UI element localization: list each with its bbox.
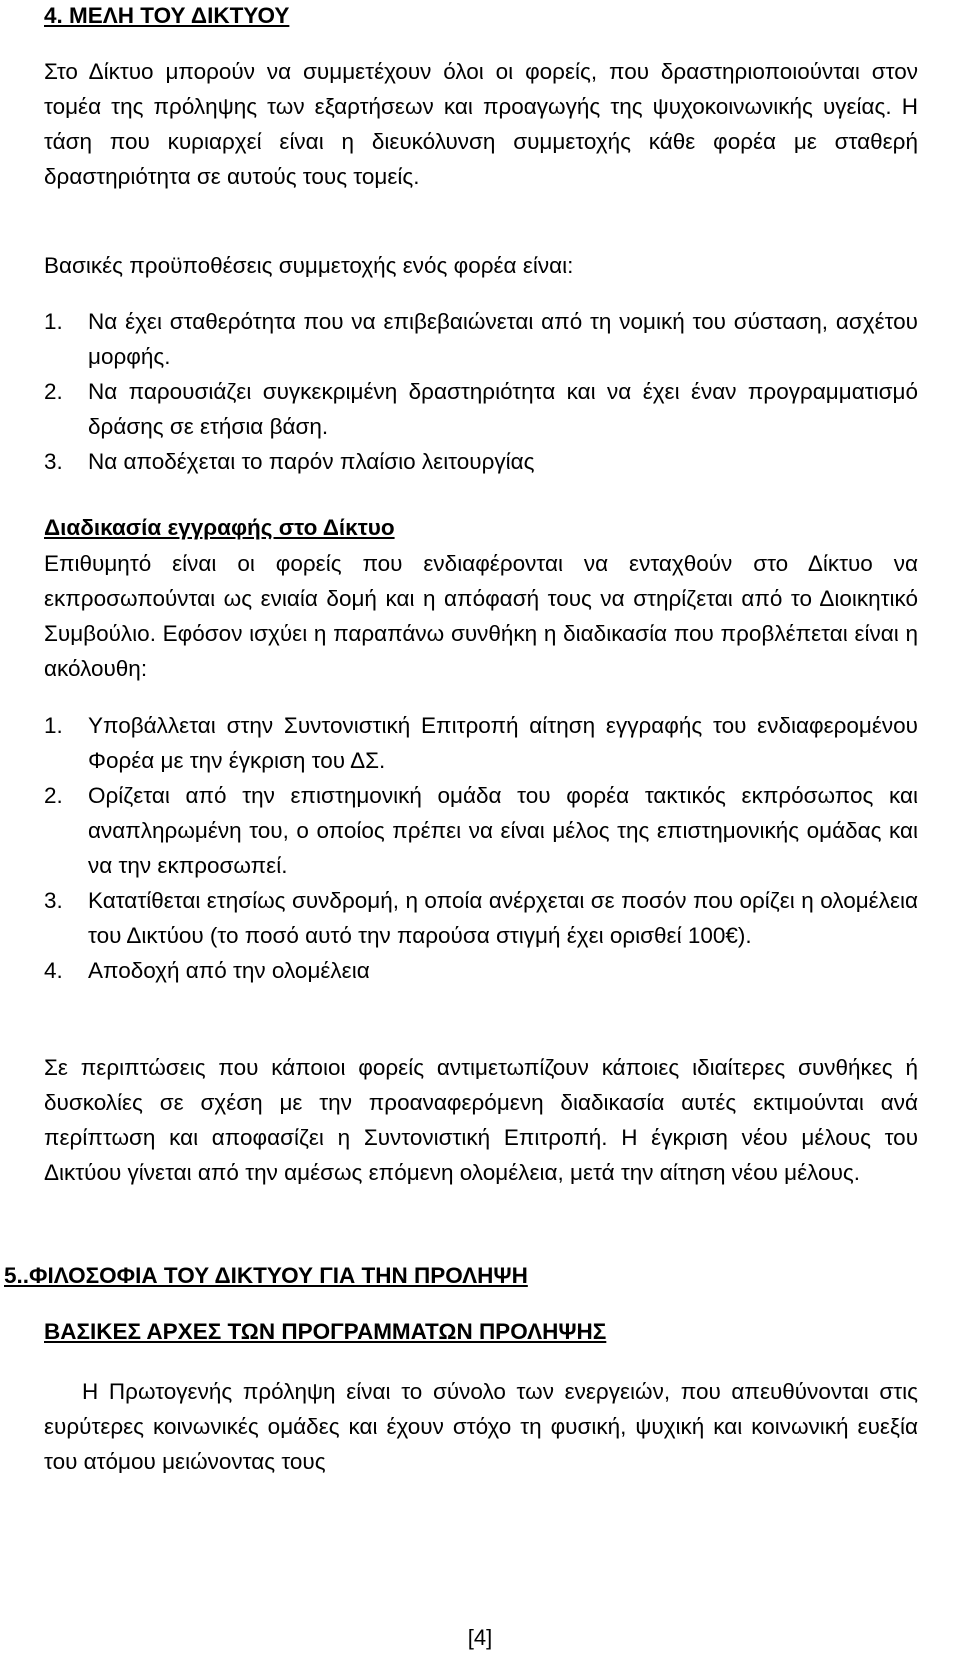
- list-item: [44, 304, 918, 374]
- list-item-number: 1.: [44, 713, 63, 738]
- section-4-intro: Στο Δίκτυο μπορούν να συμμετέχουν όλοι οι φορείς, που δραστηριοποιούνται στον τομέα της πρόληψης των εξαρτήσεων και προαγωγής της ψυχοκοινωνικής υγείας. Η τάση που κυριαρχεί είναι η διευκόλυνση συμμετοχής κάθε φορέα με σταθερή δραστηριότητα σε αυτούς τους τομείς.: [44, 59, 918, 189]
- list-item-number: 4.: [44, 958, 63, 983]
- section-5-subheading: ΒΑΣΙΚΕΣ ΑΡΧΕΣ ΤΩΝ ΠΡΟΓΡΑΜΜΑΤΩΝ ΠΡΟΛΗΨΗΣ: [44, 1319, 607, 1344]
- list-item: [44, 708, 918, 778]
- list-item-text: Υποβάλλεται στην Συντονιστική Επιτροπή αίτηση εγγραφής του ενδιαφερομένου Φορέα με την έγκριση του ΔΣ.: [88, 713, 918, 773]
- list-item-number: 2.: [44, 783, 63, 808]
- list-item-number: 3.: [44, 449, 63, 474]
- registration-steps-list: [44, 708, 918, 988]
- list-item: [44, 953, 918, 988]
- list-item-text: Να παρουσιάζει συγκεκριμένη δραστηριότητα και να έχει έναν προγραμματισμό δράσης σε ετήσια βάση.: [88, 379, 918, 439]
- list-item-text: Κατατίθεται ετησίως συνδρομή, η οποία ανέρχεται σε ποσόν που ορίζει η ολομέλεια του Δικτύου (το ποσό αυτό την παρούσα στιγμή έχει ορισθεί 100€).: [88, 888, 918, 948]
- list-item: [44, 778, 918, 883]
- registration-heading: Διαδικασία εγγραφής στο Δίκτυο: [44, 515, 395, 540]
- list-item-text: Ορίζεται από την επιστημονική ομάδα του φορέα τακτικός εκπρόσωπος και αναπληρωμένη του, ο οποίος πρέπει να είναι μέλος της επιστημονικής ομάδας και να την εκπροσωπεί.: [88, 783, 918, 878]
- list-item: [44, 883, 918, 953]
- section-4-heading: 4. ΜΕΛΗ ΤΟΥ ΔΙΚΤΥΟΥ: [44, 3, 290, 28]
- section-4-closing: Σε περιπτώσεις που κάποιοι φορείς αντιμετωπίζουν κάποιες ιδιαίτερες συνθήκες ή δυσκολίες σε σχέση με την προαναφερόμενη διαδικασία αυτές εκτιμούνται ανά περίπτωση και αποφασίζει η Συντονιστική Επιτροπή. Η έγκριση νέου μέλους του Δικτύου γίνεται από την αμέσως επόμενη ολομέλεια, μετά την αίτηση νέου μέλους.: [44, 1055, 918, 1185]
- section-5-paragraph: Η Πρωτογενής πρόληψη είναι το σύνολο των ενεργειών, που απευθύνονται στις ευρύτερες κοινωνικές ομάδες και έχουν στόχο τη φυσική, ψυχική και κοινωνική ευεξία του ατόμου μειώνοντας τους: [44, 1379, 918, 1474]
- list-item-number: 3.: [44, 888, 63, 913]
- list-item-text: Να αποδέχεται το παρόν πλαίσιο λειτουργίας: [88, 449, 535, 474]
- page-number: [4]: [467, 1625, 493, 1650]
- list-item-text: Αποδοχή από την ολομέλεια: [88, 958, 370, 983]
- list-item-number: 1.: [44, 309, 63, 334]
- list-item: [44, 374, 918, 444]
- list-item-text: Να έχει σταθερότητα που να επιβεβαιώνεται από τη νομική του σύσταση, ασχέτου μορφής.: [88, 309, 918, 369]
- list-item-number: 2.: [44, 379, 63, 404]
- prerequisites-title: Βασικές προϋποθέσεις συμμετοχής ενός φορέα είναι:: [44, 253, 574, 278]
- registration-intro: Επιθυμητό είναι οι φορείς που ενδιαφέρονται να ενταχθούν στο Δίκτυο να εκπροσωπούνται ως ενιαία δομή και η απόφασή τους να στηρίζεται από το Διοικητικό Συμβούλιο. Εφόσον ισχύει η παραπάνω συνθήκη η διαδικασία που προβλέπεται είναι η ακόλουθη:: [44, 551, 918, 681]
- prerequisites-list: [44, 304, 918, 479]
- list-item: [44, 444, 918, 479]
- section-5-heading: 5..ΦΙΛΟΣΟΦΙΑ ΤΟΥ ΔΙΚΤΥΟΥ ΓΙΑ ΤΗΝ ΠΡΟΛΗΨΗ: [4, 1263, 528, 1288]
